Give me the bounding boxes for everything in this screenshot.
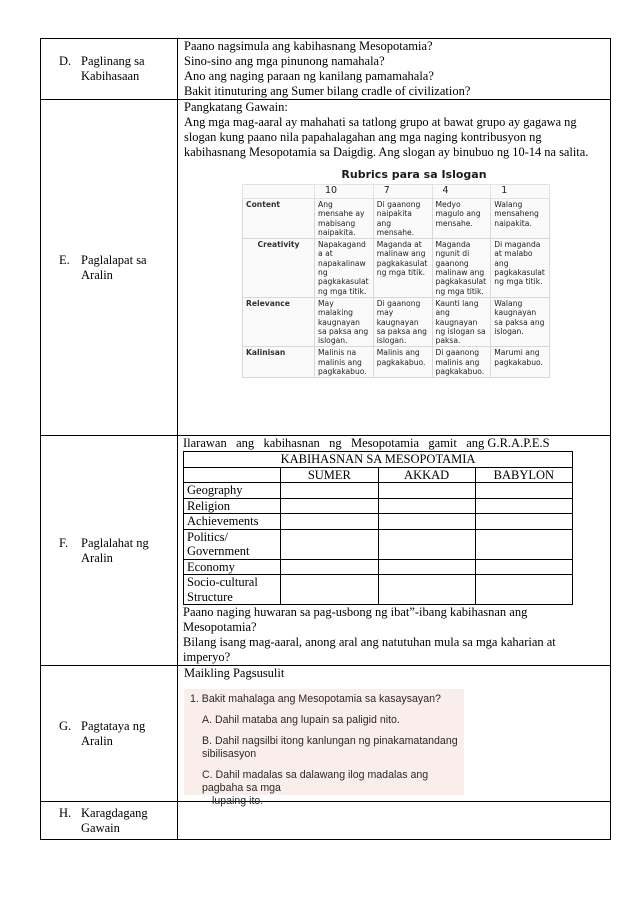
grapes-input-cell[interactable]	[378, 514, 475, 530]
label-cell	[41, 802, 178, 840]
rubric-criterion: Kalinisan	[243, 347, 315, 378]
question-line: Ano ang naging paraan ng kanilang pamamahala?	[184, 69, 434, 83]
rubric-cell: Ang mensahe ay mabisang naipakita.	[315, 199, 374, 239]
grapes-col-header: SUMER	[281, 467, 378, 483]
grapes-input-cell[interactable]	[378, 483, 475, 499]
grapes-input-cell[interactable]	[475, 498, 572, 514]
generalization-question: Paano naging huwaran sa pag-usbong ng ibat”-ibang kabihasnan ang Mesopotamia?	[183, 605, 528, 634]
grapes-table	[183, 451, 573, 605]
rubric-image	[242, 166, 552, 378]
rubric-cell: Napakagand a at napakalinaw ng pagkakasulat ng mga titik.	[315, 239, 374, 298]
row-label: Paglalahat ng Aralin	[81, 535, 149, 565]
grapes-row-label: Geography	[184, 483, 281, 499]
row-label: Karagdagang Gawain	[81, 805, 148, 835]
rubric-cell: Kaunti lang ang kaugnayan ng islogan sa paksa.	[432, 297, 491, 346]
grapes-row	[184, 575, 573, 605]
rubric-title: Rubrics para sa Islogan	[341, 168, 487, 181]
grapes-input-cell[interactable]	[475, 514, 572, 530]
rubric-cell: Marumi ang pagkakabuo.	[491, 347, 550, 378]
rubric-cell: Maganda ngunit di gaanong malinaw ang pagkakasulat ng mga titik.	[432, 239, 491, 298]
row-paglinang	[41, 39, 611, 100]
grapes-input-cell[interactable]	[378, 575, 475, 605]
label-cell	[41, 436, 178, 666]
row-karagdagang-gawain	[41, 802, 611, 840]
rubric-cell: Di gaanong malinis ang pagkakabuo.	[432, 347, 491, 378]
rubric-cell: May malaking kaugnayan sa paksa ang islogan.	[315, 297, 374, 346]
label-cell	[41, 100, 178, 436]
row-marker: D.	[59, 54, 72, 68]
content-cell	[178, 100, 611, 436]
grapes-input-cell[interactable]	[378, 498, 475, 514]
rubric-row	[243, 347, 550, 378]
grapes-col-header: BABYLON	[475, 467, 572, 483]
grapes-header-row	[184, 467, 573, 483]
row-marker: E.	[59, 252, 70, 267]
rubric-cell: Malinis ang pagkakabuo.	[373, 347, 432, 378]
grapes-row	[184, 529, 573, 559]
grapes-title-row	[184, 452, 573, 468]
grapes-row	[184, 559, 573, 575]
grapes-row	[184, 498, 573, 514]
grapes-row-label: Politics/ Government	[184, 529, 281, 559]
rubric-cell: Di maganda at malabo ang pagkakasulat ng mga titik.	[491, 239, 550, 298]
rubric-header-row	[243, 185, 550, 199]
rubric-row	[243, 297, 550, 346]
row-paglalapat	[41, 100, 611, 436]
grapes-input-cell[interactable]	[281, 559, 378, 575]
grapes-input-cell[interactable]	[475, 559, 572, 575]
row-label: Paglinang sa Kabihasaan	[81, 54, 145, 83]
grapes-row	[184, 514, 573, 530]
rubric-criterion: Creativity	[243, 239, 315, 298]
grapes-row-label: Religion	[184, 498, 281, 514]
lesson-plan-table	[40, 38, 611, 840]
activity-paragraph: Ang mga mag-aaral ay mahahati sa tatlong grupo at bawat grupo ay gagawa ng slogan kung paano nila papahalagahan ang mga naging kontribusyon ng kabihasnang Mesopotamia sa Daigdig. Ang slogan ay binubuo ng 10-14 na salita.	[184, 115, 589, 159]
lesson-plan-page	[40, 38, 611, 840]
rubric-cell: Medyo magulo ang mensahe.	[432, 199, 491, 239]
rubric-cell: Di gaanong may kaugnayan sa paksa ang islogan.	[373, 297, 432, 346]
rubric-corner	[243, 185, 315, 199]
rubric-cell: Malinis na malinis ang pagkakabuo.	[315, 347, 374, 378]
grapes-input-cell[interactable]	[281, 575, 378, 605]
generalization-question: Bilang isang mag-aaral, anong aral ang natutuhan mula sa mga kaharian at imperyo?	[183, 635, 556, 664]
grapes-row-label: Economy	[184, 559, 281, 575]
row-label: Pagtataya ng Aralin	[81, 718, 146, 748]
grapes-input-cell[interactable]	[378, 529, 475, 559]
content-cell	[178, 666, 611, 807]
row-marker: H.	[59, 805, 72, 820]
grapes-input-cell[interactable]	[281, 483, 378, 499]
rubric-criterion: Relevance	[243, 297, 315, 346]
quiz-heading: Maikling Pagsusulit	[184, 666, 285, 680]
quiz-option: A. Dahil mataba ang lupain sa paligid nito.	[202, 714, 400, 726]
quiz-image	[184, 689, 464, 807]
rubric-cell: Di gaanong naipakita ang mensahe.	[373, 199, 432, 239]
rubric-cell: Walang kaugnayan sa paksa ang islogan.	[491, 297, 550, 346]
rubric-cell: Walang mensaheng naipakita.	[491, 199, 550, 239]
rubric-row	[243, 199, 550, 239]
row-pagtataya	[41, 666, 611, 802]
rubric-score: 4	[432, 185, 491, 199]
grapes-input-cell[interactable]	[378, 559, 475, 575]
grapes-row-label: Achievements	[184, 514, 281, 530]
grapes-input-cell[interactable]	[475, 529, 572, 559]
rubric-criterion: Content	[243, 199, 315, 239]
content-cell	[178, 39, 611, 100]
grapes-instruction: Ilarawan ang kabihasnan ng Mesopotamia gamit ang G.R.A.P.E.S	[183, 436, 550, 450]
rubric-score: 1	[491, 185, 550, 199]
quiz-question: 1. Bakit mahalaga ang Mesopotamia sa kasaysayan?	[190, 693, 441, 705]
activity-heading: Pangkatang Gawain:	[184, 100, 288, 114]
rubric-score: 10	[315, 185, 374, 199]
grapes-corner	[184, 467, 281, 483]
row-label: Paglalapat sa Aralin	[81, 252, 147, 282]
grapes-input-cell[interactable]	[475, 575, 572, 605]
quiz-option: B. Dahil nagsilbi itong kanlungan ng pinakamatandang sibilisasyon	[202, 735, 458, 760]
rubric-cell: Maganda at malinaw ang pagkakasulat ng mga titik.	[373, 239, 432, 298]
question-line: Sino-sino ang mga pinunong namahala?	[184, 54, 385, 68]
rubric-score: 7	[373, 185, 432, 199]
row-paglalahat	[41, 436, 611, 666]
question-line: Bakit itinuturing ang Sumer bilang cradle of civilization?	[184, 84, 471, 98]
quiz-option: C. Dahil madalas sa dalawang ilog madalas ang pagbaha sa mga	[202, 769, 429, 794]
question-line: Paano nagsimula ang kabihasnang Mesopotamia?	[184, 39, 433, 53]
rubric-row	[243, 239, 550, 298]
grapes-row	[184, 483, 573, 499]
grapes-input-cell[interactable]	[281, 498, 378, 514]
grapes-table-title: KABIHASNAN SA MESOPOTAMIA	[184, 452, 573, 468]
row-marker: G.	[59, 718, 72, 733]
grapes-input-cell[interactable]	[281, 514, 378, 530]
grapes-col-header: AKKAD	[378, 467, 475, 483]
content-cell	[178, 436, 611, 666]
label-cell	[41, 666, 178, 802]
grapes-input-cell[interactable]	[281, 529, 378, 559]
row-marker: F.	[59, 535, 69, 550]
label-cell	[41, 39, 178, 100]
rubric-table	[242, 184, 550, 378]
quiz-option-continued: lupaing ito.	[212, 795, 264, 807]
grapes-row-label: Socio-cultural Structure	[184, 575, 281, 605]
grapes-input-cell[interactable]	[475, 483, 572, 499]
